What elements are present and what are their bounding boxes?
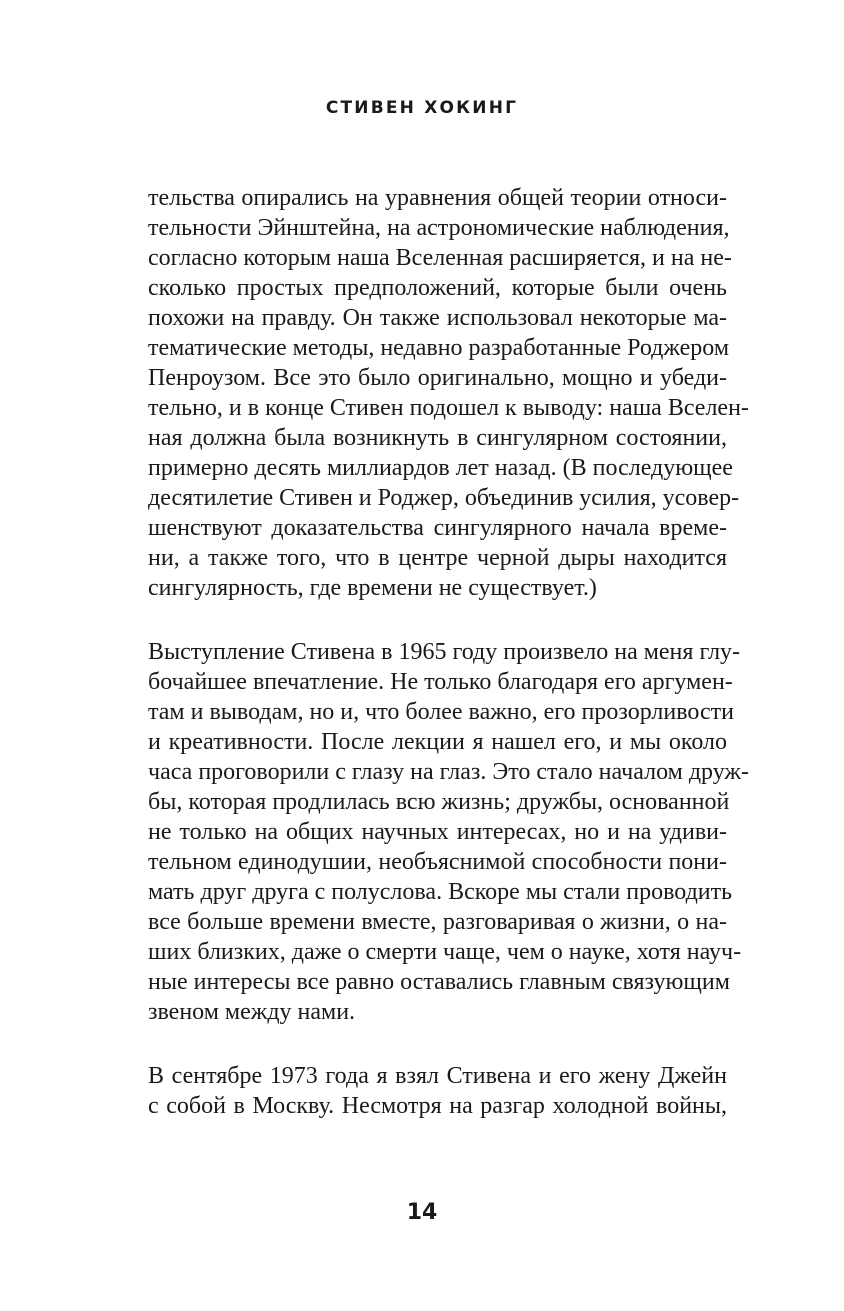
text-line: бы, которая продлилась всю жизнь; дружбы, основанной (148, 789, 730, 815)
text-line: все больше времени вместе, разговаривая о жизни, о на- (148, 909, 727, 935)
page-number: 14 (406, 1200, 438, 1225)
text-line: с собой в Москву. Несмотря на разгар холодной войны, (148, 1093, 727, 1119)
text-line: ни, а также того, что в центре черной дыры находится (148, 545, 727, 571)
text-line: похожи на правду. Он также использовал некоторые ма- (148, 305, 727, 331)
text-line: не только на общих научных интересах, но и на удиви- (148, 819, 727, 845)
text-line: сколько простых предположений, которые были очень (148, 275, 727, 301)
text-line: Пенроузом. Все это было оригинально, мощно и убеди- (148, 365, 727, 391)
text-line: тельном единодушии, необъяснимой способности пони- (148, 849, 727, 875)
text-line: примерно десять миллиардов лет назад. (В последующее (148, 455, 733, 481)
text-line: шенствуют доказательства сингулярного начала време- (148, 515, 727, 541)
text-line: там и выводам, но и, что более важно, его прозорливости (148, 699, 734, 725)
paragraph-1 (148, 183, 749, 603)
paragraph-2 (148, 637, 749, 1027)
text-line: тельности Эйнштейна, на астрономические наблюдения, (148, 215, 730, 241)
text-line: десятилетие Стивен и Роджер, объединив усилия, усовер- (148, 485, 740, 511)
text-line: мать друг друга с полуслова. Вскоре мы стали проводить (148, 879, 733, 905)
text-line: ших близких, даже о смерти чаще, чем о науке, хотя науч- (148, 939, 742, 965)
text-line: Выступление Стивена в 1965 году произвело на меня глу- (148, 639, 741, 665)
text-line: тельства опирались на уравнения общей теории относи- (148, 185, 727, 211)
text-line: сингулярность, где времени не существует.) (148, 575, 597, 601)
text-line: ная должна была возникнуть в сингулярном состоянии, (148, 425, 727, 451)
text-line: тельно, и в конце Стивен подошел к выводу: наша Вселен- (148, 395, 749, 421)
paragraph-3 (148, 1061, 727, 1121)
text-line: бочайшее впечатление. Не только благодаря его аргумен- (148, 669, 733, 695)
text-line: часа проговорили с глазу на глаз. Это стало началом друж- (148, 759, 749, 785)
text-line: звеном между нами. (148, 999, 356, 1025)
text-line: согласно которым наша Вселенная расширяется, и на не- (148, 245, 732, 271)
running-head: СТИВЕН ХОКИНГ (325, 98, 519, 118)
text-line: тематические методы, недавно разработанные Роджером (148, 335, 730, 361)
text-line: ные интересы все равно оставались главным связующим (148, 969, 730, 995)
text-line: В сентябре 1973 года я взял Стивена и его жену Джейн (148, 1063, 727, 1089)
text-line: и креативности. После лекции я нашел его, и мы около (148, 729, 727, 755)
